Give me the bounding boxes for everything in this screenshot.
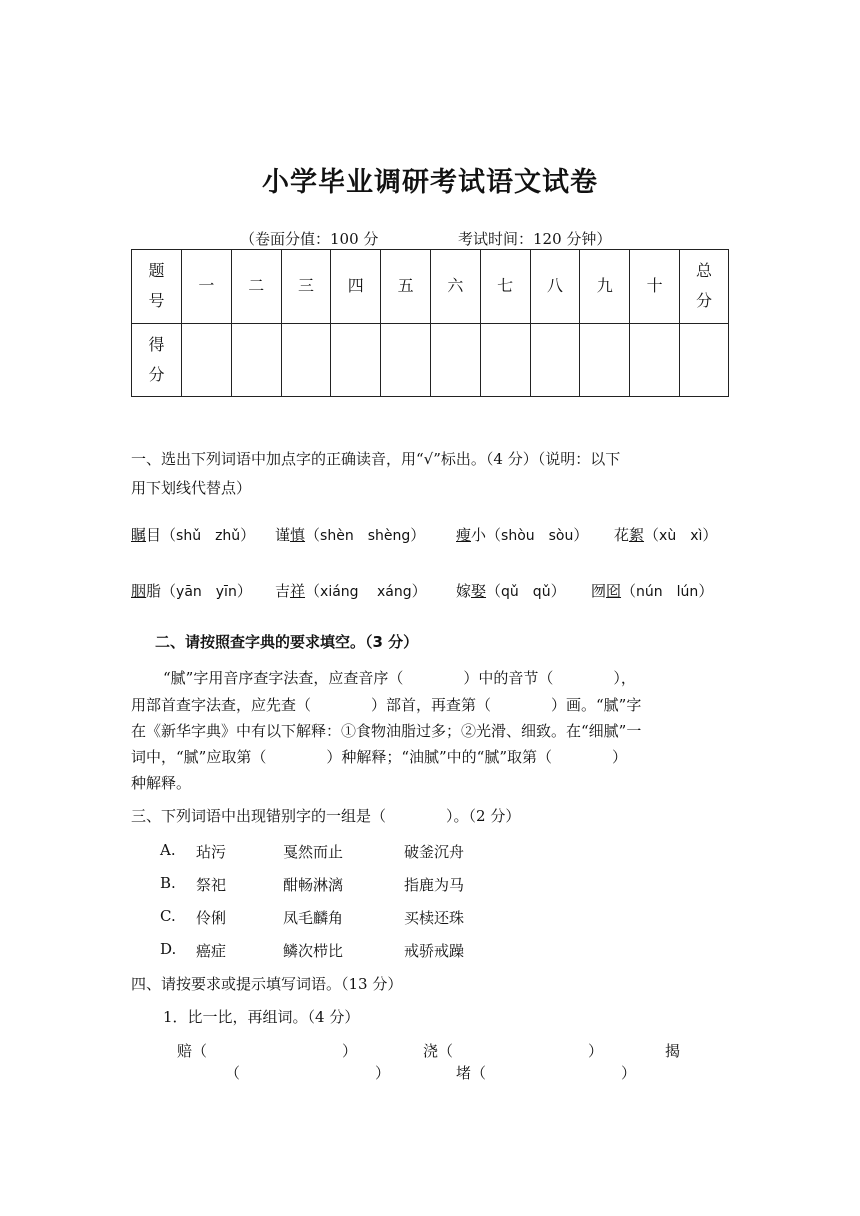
pinyin-close-paren: ） — [550, 582, 566, 600]
score-cell[interactable] — [381, 323, 431, 397]
score-cell[interactable] — [331, 323, 381, 397]
q4-word-pei: 赔（ ） — [177, 1042, 358, 1060]
score-cell[interactable] — [530, 323, 580, 397]
pinyin-dotted-char: 慎 — [290, 526, 306, 544]
score-table-header-row — [132, 250, 729, 324]
score-cell[interactable] — [430, 323, 480, 397]
pinyin-item — [614, 524, 717, 545]
pinyin-dotted-char: 瞩 — [131, 526, 147, 544]
q2-heading: 二、请按照查字典的要求填空。（3 分） — [155, 633, 419, 651]
exam-time-note: 考试时间：120 分钟） — [458, 230, 612, 248]
pinyin-close-paren: ） — [698, 582, 714, 600]
pinyin-dotted-char: 瘦 — [456, 526, 472, 544]
option-word: 玷污 — [196, 843, 227, 861]
score-table — [131, 249, 729, 397]
option-letter: D. — [160, 940, 177, 958]
total-label-line: 分 — [695, 291, 712, 311]
question-number-cell: 十 — [630, 250, 680, 324]
pinyin-word-rest: （ — [621, 582, 637, 600]
option-word: 伶俐 — [196, 909, 227, 927]
pinyin-word-rest: （ — [486, 582, 502, 600]
q4-word-du: 堵（ ） — [456, 1064, 637, 1082]
option-word: 鳞次栉比 — [283, 942, 344, 960]
pinyin-item — [275, 524, 425, 545]
score-table-score-row — [132, 323, 729, 397]
score-cell[interactable] — [630, 323, 680, 397]
q1-instruction-line1: 一、选出下列词语中加点字的正确读音，用“√”标出。（4 分）（说明：以下 — [131, 450, 621, 468]
q4-word-jie-blank: （ ） — [225, 1064, 391, 1082]
pinyin-options[interactable]: shèn shèng — [320, 528, 411, 544]
option-letter: C. — [160, 907, 176, 925]
option-word: 祭祀 — [196, 876, 227, 894]
total-label-line: 总 — [695, 261, 712, 281]
pinyin-close-paren: ） — [410, 526, 426, 544]
pinyin-word-rest: （ — [305, 526, 321, 544]
option-word: 戒骄戒躁 — [404, 942, 465, 960]
question-number-cell: 五 — [381, 250, 431, 324]
q3-heading: 三、下列词语中出现错别字的一组是（ ）。（2 分） — [131, 807, 521, 825]
pinyin-dotted-char: 絮 — [629, 526, 645, 544]
pinyin-prefix-char: 嫁 — [456, 582, 472, 600]
pinyin-dotted-char: 娶 — [471, 582, 487, 600]
score-cell[interactable] — [281, 323, 331, 397]
pinyin-dotted-char: 祥 — [290, 582, 306, 600]
pinyin-word-rest: （ — [644, 526, 660, 544]
option-word: 破釜沉舟 — [404, 843, 465, 861]
pinyin-close-paren: ） — [702, 526, 718, 544]
pinyin-item — [131, 580, 252, 601]
q2-line2: 用部首查字法查，应先查（ ）部首，再查第（ ）画。“腻”字 — [131, 696, 642, 714]
pinyin-word-rest: 目（ — [146, 526, 177, 544]
q2-line3: 在《新华字典》中有以下解释：①食物油脂过多；②光滑、细致。在“细腻”一 — [131, 722, 642, 740]
pinyin-item — [591, 580, 713, 601]
header-label-cell — [132, 250, 182, 324]
pinyin-prefix-char: 囫 — [591, 582, 607, 600]
question-number-cell: 八 — [530, 250, 580, 324]
pinyin-options[interactable]: yān yīn — [176, 584, 237, 600]
pinyin-dotted-char: 胭 — [131, 582, 147, 600]
page-title: 小学毕业调研考试语文试卷 — [262, 167, 598, 198]
score-cell[interactable] — [231, 323, 281, 397]
score-cell[interactable] — [580, 323, 630, 397]
q1-instruction-line2: 用下划线代替点） — [131, 479, 252, 497]
q2-line4: 词中，“腻”应取第（ ）种解释；“油腻”中的“腻”取第（ ） — [131, 748, 628, 766]
header-label-line: 号 — [148, 291, 165, 311]
question-number-cell: 一 — [182, 250, 232, 324]
pinyin-prefix-char: 花 — [614, 526, 630, 544]
option-word: 凤毛麟角 — [283, 909, 344, 927]
pinyin-close-paren: ） — [236, 582, 252, 600]
option-word: 酣畅淋漓 — [283, 876, 344, 894]
score-cell[interactable] — [680, 323, 729, 397]
q4-word-jie: 揭 — [665, 1042, 681, 1060]
question-number-cell: 四 — [331, 250, 381, 324]
pinyin-dotted-char: 囵 — [606, 582, 622, 600]
pinyin-close-paren: ） — [411, 582, 427, 600]
score-total-note: （卷面分值：100 分 — [240, 230, 379, 248]
question-number-cell: 六 — [430, 250, 480, 324]
pinyin-item — [275, 580, 427, 601]
pinyin-close-paren: ） — [240, 526, 256, 544]
header-label-line: 题 — [148, 261, 165, 281]
q4-heading: 四、请按要求或提示填写词语。（13 分） — [131, 975, 403, 993]
pinyin-word-rest: 脂（ — [146, 582, 177, 600]
score-cell[interactable] — [182, 323, 232, 397]
option-word: 指鹿为马 — [404, 876, 465, 894]
q2-line1: “腻”字用音序查字法查，应查音序（ ）中的音节（ ）， — [163, 669, 636, 687]
score-label-line: 得 — [148, 334, 165, 354]
pinyin-options[interactable]: shòu sòu — [501, 528, 574, 544]
question-number-cell: 三 — [281, 250, 331, 324]
option-word: 买椟还珠 — [404, 909, 465, 927]
q4-sub1: 1．比一比，再组词。（4 分） — [163, 1008, 360, 1026]
pinyin-word-rest: 小（ — [471, 526, 502, 544]
pinyin-options[interactable]: nún lún — [636, 584, 699, 600]
option-letter: A. — [160, 841, 176, 859]
question-number-cell: 二 — [231, 250, 281, 324]
total-label-cell — [680, 250, 729, 324]
pinyin-options[interactable]: xiáng xáng — [320, 584, 412, 600]
pinyin-item — [456, 580, 566, 601]
question-number-cell: 七 — [480, 250, 530, 324]
question-number-cell: 九 — [580, 250, 630, 324]
pinyin-close-paren: ） — [573, 526, 589, 544]
score-cell[interactable] — [480, 323, 530, 397]
pinyin-prefix-char: 谨 — [275, 526, 291, 544]
pinyin-word-rest: （ — [305, 582, 321, 600]
pinyin-options[interactable]: shǔ zhǔ — [176, 528, 241, 544]
pinyin-item — [456, 524, 588, 545]
pinyin-item — [131, 524, 255, 545]
option-letter: B. — [160, 874, 176, 892]
q2-line5: 种解释。 — [131, 774, 192, 792]
pinyin-options[interactable]: qǔ qǔ — [501, 584, 551, 600]
option-word: 戛然而止 — [283, 843, 344, 861]
pinyin-prefix-char: 吉 — [275, 582, 291, 600]
score-label-cell — [132, 323, 182, 397]
score-label-line: 分 — [148, 364, 165, 384]
pinyin-options[interactable]: xù xì — [659, 528, 703, 544]
option-word: 癌症 — [196, 942, 227, 960]
q4-word-jiao: 浇（ ） — [423, 1042, 604, 1060]
